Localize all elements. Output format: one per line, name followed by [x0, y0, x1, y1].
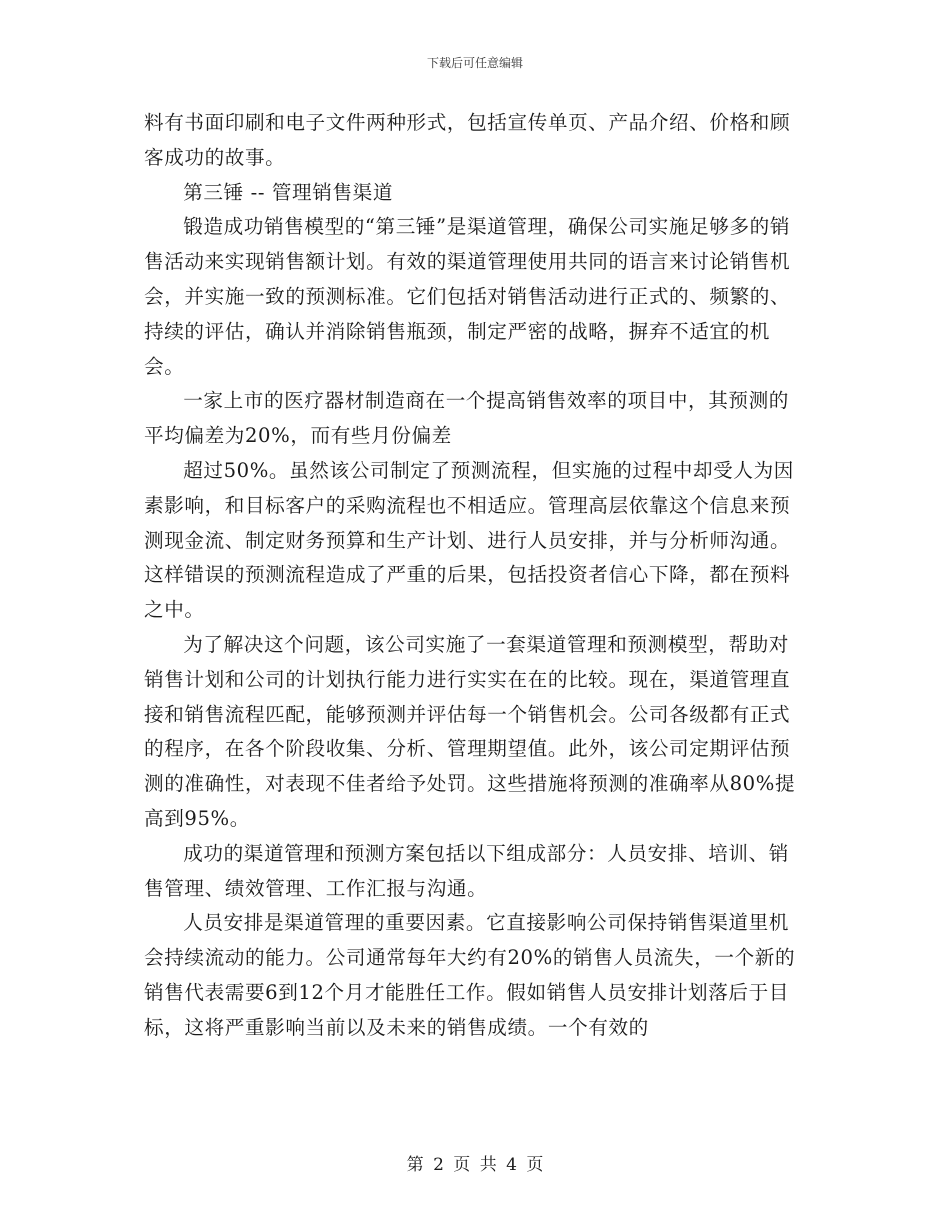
page-footer: 第 2 页 共 4 页	[406, 1155, 544, 1175]
paragraph: 锻造成功销售模型的“第三锤”是渠道管理，确保公司实施足够多的销售活动来实现销售额计划。有效的渠道管理使用共同的语言来讨论销售机会，并实施一致的预测标准。它们包括对销售活动进行正式的、频繁的、持续的评估，确认并消除销售瓶颈，制定严密的战略，摒弃不适宜的机会。	[144, 215, 791, 378]
section-heading: 第三锤 -- 管理销售渠道	[183, 180, 394, 204]
paragraph: 为了解决这个问题，该公司实施了一套渠道管理和预测模型，帮助对销售计划和公司的计划执行能力进行实实在在的比较。现在，渠道管理直接和销售流程匹配，能够预测并评估每一个销售机会。公司各级都有正式的程序，在各个阶段收集、分析、管理期望值。此外，该公司定期评估预测的准确性，对表现不佳者给予处罚。这些措施将预测的准确率从80%提高到95%。	[144, 632, 796, 830]
paragraph: 料有书面印刷和电子文件两种形式，包括宣传单页、产品介绍、价格和顾客成功的故事。	[144, 111, 791, 169]
document-body	[144, 106, 804, 1046]
paragraph: 人员安排是渠道管理的重要因素。它直接影响公司保持销售渠道里机会持续流动的能力。公司通常每年大约有20%的销售人员流失，一个新的销售代表需要6到12个月才能胜任工作。假如销售人员安排计划落后于目标，这将严重影响当前以及未来的销售成绩。一个有效的	[144, 911, 796, 1039]
paragraph: 一家上市的医疗器材制造商在一个提高销售效率的项目中，其预测的平均偏差为20%，而有些月份偏差	[144, 389, 789, 448]
paragraph: 超过50%。虽然该公司制定了预测流程，但实施的过程中却受人为因素影响，和目标客户的采购流程也不相适应。管理高层依靠这个信息来预测现金流、制定财务预算和生产计划、进行人员安排，并与分析师沟通。这样错误的预测流程造成了严重的后果，包括投资者信心下降，都在预料之中。	[144, 458, 794, 622]
paragraph: 成功的渠道管理和预测方案包括以下组成部分：人员安排、培训、销售管理、绩效管理、工作汇报与沟通。	[144, 841, 789, 900]
page-header: 下载后可任意编辑	[426, 56, 523, 70]
